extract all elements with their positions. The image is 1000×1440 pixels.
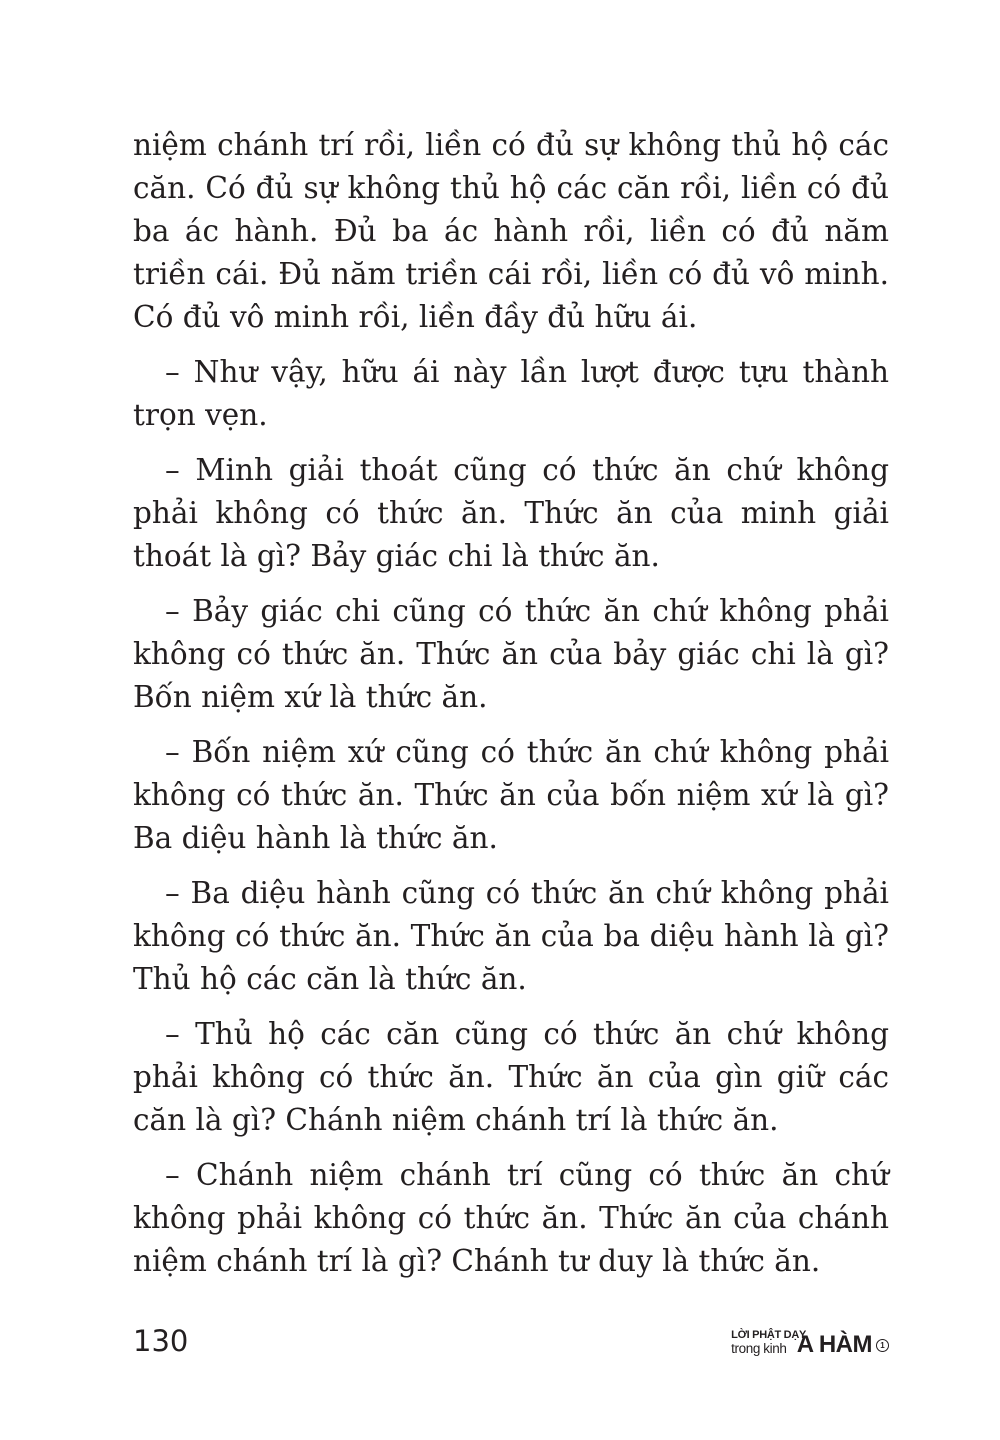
body-text <box>133 124 889 1295</box>
paragraph: – Chánh niệm chánh trí cũng có thức ăn chứ không phải không có thức ăn. Thức ăn của chánh niệm chánh trí là gì? Chánh tư duy là thức ăn. <box>133 1158 889 1278</box>
paragraph: – Ba diệu hành cũng có thức ăn chứ không phải không có thức ăn. Thức ăn của ba diệu hành là gì? Thủ hộ các căn là thức ăn. <box>133 876 889 996</box>
volume-badge: 1 <box>876 1339 889 1352</box>
paragraph: – Thủ hộ các căn cũng có thức ăn chứ không phải không có thức ăn. Thức ăn của gìn giữ các căn là gì? Chánh niệm chánh trí là thức ăn. <box>133 1017 889 1137</box>
paragraph: – Bảy giác chi cũng có thức ăn chứ không phải không có thức ăn. Thức ăn của bảy giác chi là gì? Bốn niệm xứ là thức ăn. <box>133 594 889 714</box>
book-title-top: LỜI PHẬT DẠY <box>731 1329 806 1341</box>
page-number: 130 <box>133 1324 189 1358</box>
book-title-bottom: trong kinh <box>731 1341 787 1356</box>
paragraph: – Bốn niệm xứ cũng có thức ăn chứ không phải không có thức ăn. Thức ăn của bốn niệm xứ là gì? Ba diệu hành là thức ăn. <box>133 735 889 855</box>
book-title-main: A HÀM <box>796 1331 872 1358</box>
paragraph: niệm chánh trí rồi, liền có đủ sự không thủ hộ các căn. Có đủ sự không thủ hộ các căn rồi, liền có đủ ba ác hành. Đủ ba ác hành rồi, liền có đủ năm triền cái. Đủ năm triền cái rồi, liền có đủ vô minh. Có đủ vô minh rồi, liền đầy đủ hữu ái. <box>133 128 889 334</box>
paragraph: – Minh giải thoát cũng có thức ăn chứ không phải không có thức ăn. Thức ăn của minh giải thoát là gì? Bảy giác chi là thức ăn. <box>133 453 889 573</box>
page-footer <box>133 1324 889 1368</box>
paragraph: – Như vậy, hữu ái này lần lượt được tựu thành trọn vẹn. <box>133 355 889 432</box>
book-title-prefix <box>731 1330 806 1356</box>
